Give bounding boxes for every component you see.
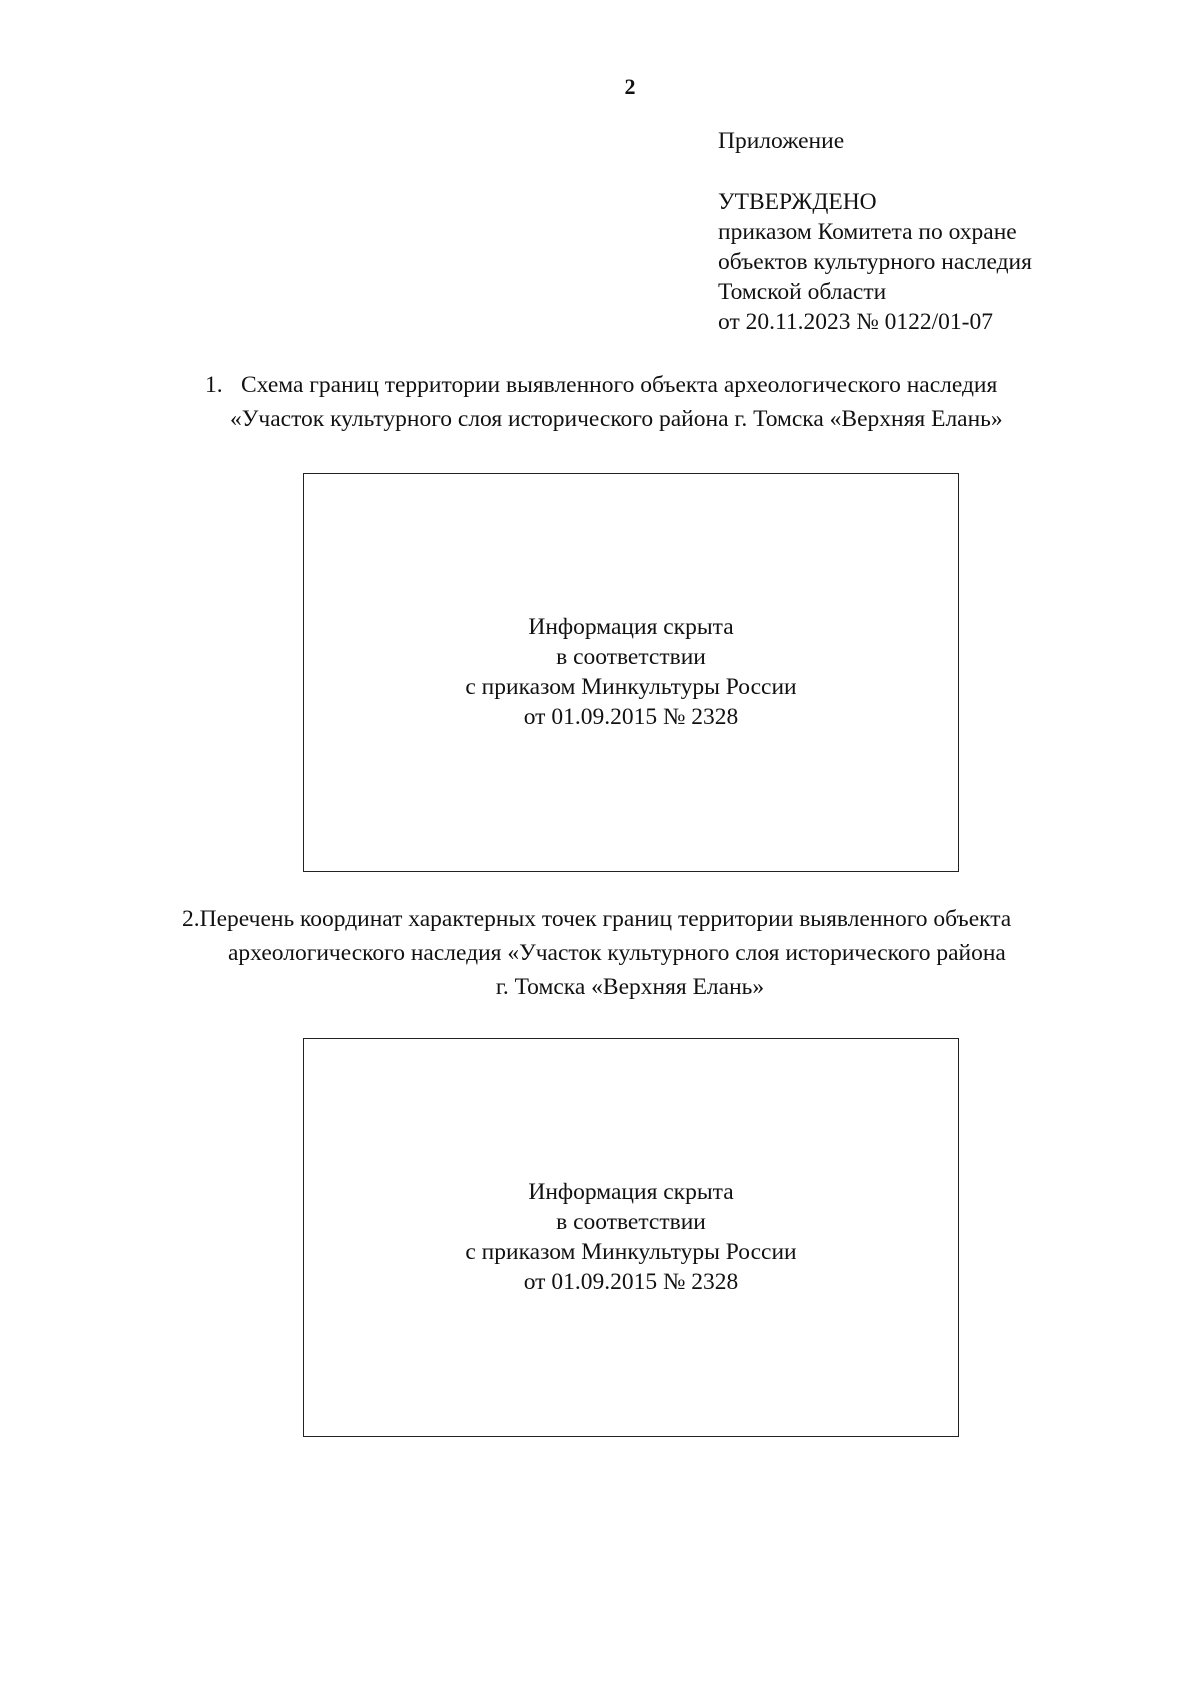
notice-line: в соответствии xyxy=(556,643,706,670)
notice-line: от 01.09.2015 № 2328 xyxy=(523,703,739,730)
section-2-line-1: 2.Перечень координат характерных точек границ территории выявленного объекта xyxy=(182,906,1012,932)
notice-line: в соответствии xyxy=(556,1208,706,1235)
section-1-title: Схема границ территории выявленного объекта археологического наследия xyxy=(241,372,998,398)
section-1-line-1 xyxy=(205,368,997,402)
approval-line: Томской области xyxy=(718,279,887,305)
notice-line: от 01.09.2015 № 2328 xyxy=(523,1268,739,1295)
attachment-label: Приложение xyxy=(718,128,845,154)
approval-order-date: от 20.11.2023 № 0122/01-07 xyxy=(718,309,993,335)
hidden-information-notice xyxy=(465,1177,796,1297)
hidden-information-notice xyxy=(465,612,796,732)
hidden-information-box xyxy=(303,1038,959,1437)
section-1-number: 1. xyxy=(205,372,223,398)
approval-line: приказом Комитета по охране xyxy=(718,219,1017,245)
notice-line: Информация скрыта xyxy=(528,1178,734,1205)
section-1-line-2: «Участок культурного слоя исторического района г. Томска «Верхняя Елань» xyxy=(230,406,1003,432)
hidden-information-box xyxy=(303,473,959,872)
approved-label: УТВЕРЖДЕНО xyxy=(718,189,877,215)
page-number: 2 xyxy=(624,74,636,99)
approval-line: объектов культурного наследия xyxy=(718,249,1032,275)
approval-block xyxy=(718,126,1178,337)
section-2-line-3: г. Томска «Верхняя Елань» xyxy=(495,974,765,1000)
notice-line: с приказом Минкультуры России xyxy=(465,673,797,700)
notice-line: с приказом Минкультуры России xyxy=(465,1238,797,1265)
section-2-line-2: археологического наследия «Участок культурного слоя исторического района xyxy=(228,940,1006,966)
notice-line: Информация скрыта xyxy=(528,613,734,640)
